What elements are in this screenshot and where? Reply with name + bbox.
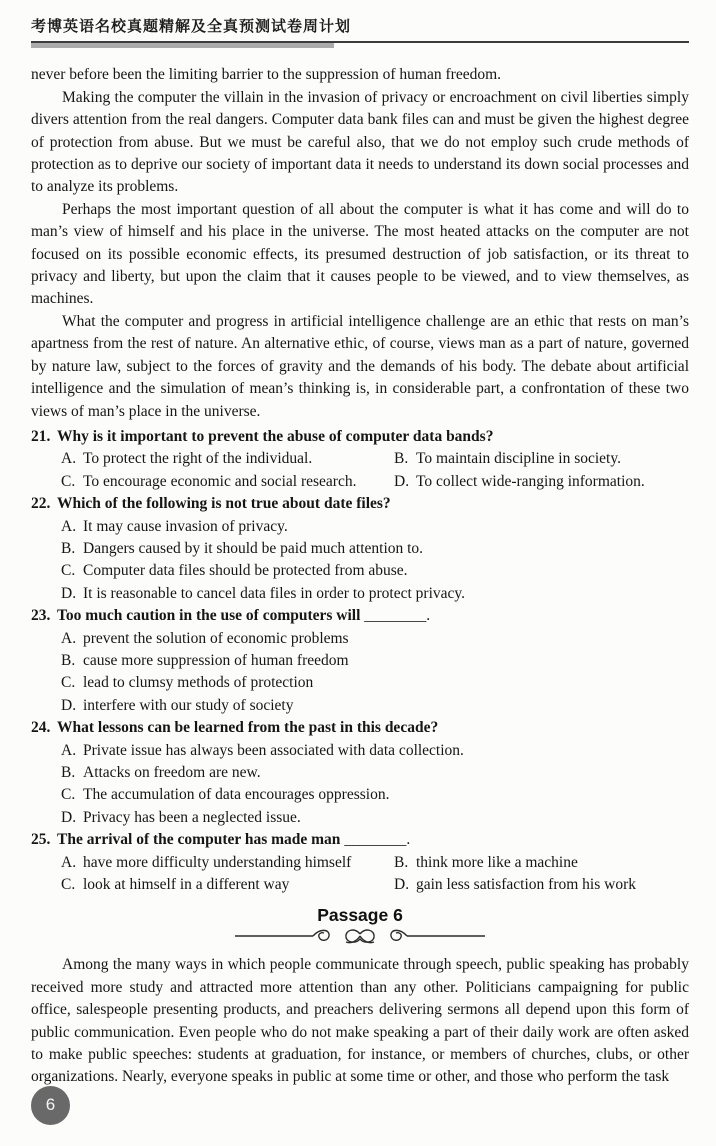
option-text: interfere with our study of society <box>83 696 294 714</box>
option-label: A. <box>61 450 77 468</box>
option-text: To protect the right of the individual. <box>83 450 313 468</box>
question-25 <box>31 829 689 896</box>
option-c <box>61 471 394 493</box>
question-stem <box>31 829 689 851</box>
header-rule <box>31 41 689 50</box>
option-a <box>61 516 689 538</box>
paragraph-continuation: never before been the limiting barrier to the suppression of human freedom. <box>31 66 502 84</box>
option-text: It may cause invasion of privacy. <box>83 517 288 535</box>
option-c <box>61 672 689 694</box>
passage-6-paragraph: Among the many ways in which people communicate through speech, public speaking has probably received more study and attracted more attention than any other. Politicians campaigning for public office, salespeople presenting products, and preachers delivering sermons all depend upon this form of public communication. Even people who do not make speaking a part of their daily work are often asked to make public speeches: students at graduation, for instance, or members of churches, clubs, or other organizations. Nearly, everyone speaks in public at some time or other, and those who perform the task <box>31 956 689 1086</box>
option-text: The accumulation of data encourages oppression. <box>83 786 390 804</box>
option-label: B. <box>394 853 409 871</box>
option-d <box>61 807 689 829</box>
question-text: The arrival of the computer has made man <box>57 831 341 849</box>
question-blank: ________. <box>364 607 431 625</box>
option-text: To maintain discipline in society. <box>416 450 621 468</box>
option-text: look at himself in a different way <box>83 876 290 894</box>
option-label: D. <box>394 472 410 490</box>
option-c <box>61 874 394 896</box>
question-options <box>61 628 689 718</box>
passage-6-header <box>31 905 689 948</box>
option-label: B. <box>61 764 76 781</box>
option-label: B. <box>61 651 76 669</box>
option-b <box>394 448 689 470</box>
option-text: To encourage economic and social research. <box>83 472 357 490</box>
header-rule-bar <box>31 43 334 48</box>
question-text: Too much caution in the use of computers will <box>57 607 361 625</box>
option-label: A. <box>61 741 77 759</box>
option-a <box>61 448 394 470</box>
question-number: 21. <box>31 427 51 445</box>
option-label: A. <box>61 629 77 647</box>
option-text: Dangers caused by it should be paid much attention to. <box>83 539 424 557</box>
question-21 <box>31 426 689 493</box>
question-text: Which of the following is not true about date files? <box>57 495 391 513</box>
option-b <box>61 762 689 784</box>
question-stem <box>31 493 689 515</box>
option-a <box>61 628 689 650</box>
page-body <box>0 50 716 1088</box>
option-d <box>394 471 689 493</box>
option-label: C. <box>61 472 76 490</box>
question-stem <box>31 717 689 739</box>
option-c <box>61 560 689 582</box>
question-number: 22. <box>31 495 51 513</box>
question-text: What lessons can be learned from the past in this decade? <box>57 719 439 737</box>
option-label: C. <box>61 562 76 580</box>
page-header <box>0 0 716 50</box>
option-label: C. <box>61 876 76 894</box>
option-text: Computer data files should be protected from abuse. <box>83 562 408 580</box>
flourish-divider-icon <box>235 926 485 948</box>
question-stem <box>31 605 689 627</box>
paragraph: Making the computer the villain in the invasion of privacy or encroachment on civil liberties simply divers attention from the real dangers. Computer data bank files can and must be given the highest degree of protection from abuse. But we must be careful also, that we do not employ such crude methods of protection as to deprive our society of important data it needs to understand its down social processes and to analyze its problems. <box>31 88 689 196</box>
option-label: D. <box>394 876 410 894</box>
option-text: have more difficulty understanding himself <box>83 853 352 871</box>
option-a <box>61 740 689 762</box>
paragraph: Perhaps the most important question of all about the computer is what it has come and will do to man’s view of himself and his place in the universe. The most heated attacks on the computer are not focused on its possible economic effects, its presumed destruction of job satisfaction, or its threat to privacy and liberty, but upon the claim that it causes people to be viewed, and to view themselves, as machines. <box>31 200 689 308</box>
question-options <box>61 516 689 606</box>
option-label: A. <box>61 517 77 535</box>
option-text: Privacy has been a neglected issue. <box>83 808 301 826</box>
option-label: B. <box>61 539 76 557</box>
question-number: 24. <box>31 719 51 737</box>
option-label: A. <box>61 853 77 871</box>
question-number: 23. <box>31 607 51 625</box>
option-c <box>61 784 689 806</box>
question-options <box>61 852 689 897</box>
option-label: C. <box>61 786 76 804</box>
paragraph: What the computer and progress in artificial intelligence challenge are an ethic that rests on man’s apartness from the rest of nature. An alternative ethic, of course, views man as a part of nature, governed by nature law, subject to the forces of gravity and the demands of his body. The debate about artificial intelligence and the simulation of mean’s thinking is, in considerable part, a confrontation of these two views of man’s place in the universe. <box>31 312 689 420</box>
option-b <box>61 650 689 672</box>
option-text: It is reasonable to cancel data files in order to protect privacy. <box>83 584 466 602</box>
option-text: Attacks on freedom are new. <box>83 764 261 781</box>
option-text: To collect wide-ranging information. <box>416 472 645 490</box>
option-b <box>394 852 689 874</box>
book-title: 考博英语名校真题精解及全真预测试卷周计划 <box>31 18 352 35</box>
option-label: D. <box>61 808 77 826</box>
question-blank: ________. <box>344 831 411 849</box>
option-b <box>61 538 689 560</box>
option-d <box>394 874 689 896</box>
question-stem <box>31 426 689 448</box>
passage-6-title: Passage 6 <box>317 905 403 926</box>
page-number-badge <box>31 1086 70 1125</box>
question-23 <box>31 605 689 717</box>
question-text: Why is it important to prevent the abuse of computer data bands? <box>57 427 494 445</box>
question-24 <box>31 717 689 829</box>
question-options <box>61 448 689 493</box>
option-label: C. <box>61 674 76 692</box>
question-22 <box>31 493 689 605</box>
option-d <box>61 695 689 717</box>
option-label: D. <box>61 584 77 602</box>
question-options <box>61 740 689 830</box>
option-label: D. <box>61 696 77 714</box>
option-d <box>61 583 689 605</box>
option-text: prevent the solution of economic problems <box>83 629 349 647</box>
questions-section <box>31 426 689 897</box>
option-text: gain less satisfaction from his work <box>416 876 636 894</box>
question-number: 25. <box>31 831 51 849</box>
option-text: Private issue has always been associated with data collection. <box>83 741 464 759</box>
option-text: lead to clumsy methods of protection <box>83 674 314 692</box>
option-a <box>61 852 394 874</box>
page-number: 6 <box>45 1095 56 1115</box>
option-label: B. <box>394 450 409 468</box>
option-text: think more like a machine <box>416 853 578 871</box>
option-text: cause more suppression of human freedom <box>83 651 349 669</box>
